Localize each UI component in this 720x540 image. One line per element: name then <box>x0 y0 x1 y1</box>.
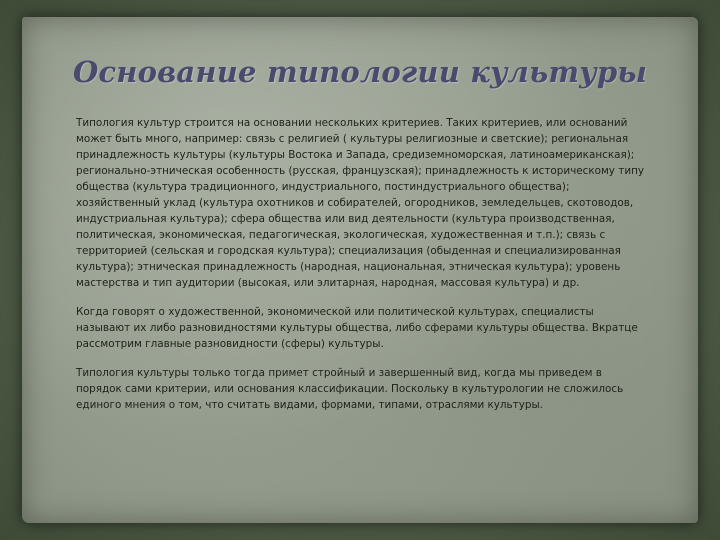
slide-body <box>76 115 650 426</box>
slide-title: Основание типологии культуры <box>72 55 648 89</box>
paragraph-criteria: Типология культур строится на основании нескольких критериев. Таких критериев, или оснований может быть много, например: связь с религией ( культуры религиозные и светские); региональная принадлежность культуры (культуры Востока и Запада, средиземноморская, латиноамериканская); регионально-этническая особенность (русская, французская); принадлежность к историческому типу общества (культура традиционного, индустриального, постиндустриального общества); хозяйственный уклад (культура охотников и собирателей, огородников, земледельцев, скотоводов, индустриальная культура); сфера общества или вид деятельности (культура производственная, политическая, экономическая, педагогическая, экологическая, художественная и т.п.); связь с территорией (сельская и городская культура); специализация (обыденная и специализированная культура); этническая принадлежность (народная, национальная, этническая культура); уровень мастерства и тип аудитории (высокая, или элитарная, народная, массовая культура) и др. <box>76 117 645 289</box>
paragraph-spheres: Когда говорят о художественной, экономической или политической культурах, специалисты называют их либо разновидностями культуры общества, либо сферами культуры общества. Вкратце рассмотрим главные разновидности (сферы) культуры. <box>76 306 638 350</box>
paragraph-classification: Типология культуры только тогда примет стройный и завершенный вид, когда мы приведем в порядок сами критерии, или основания классификации. Поскольку в культурологии не сложилось единого мнения о том, что считать видами, формами, типами, отраслями культуры. <box>76 367 624 411</box>
slide-panel <box>22 17 698 523</box>
